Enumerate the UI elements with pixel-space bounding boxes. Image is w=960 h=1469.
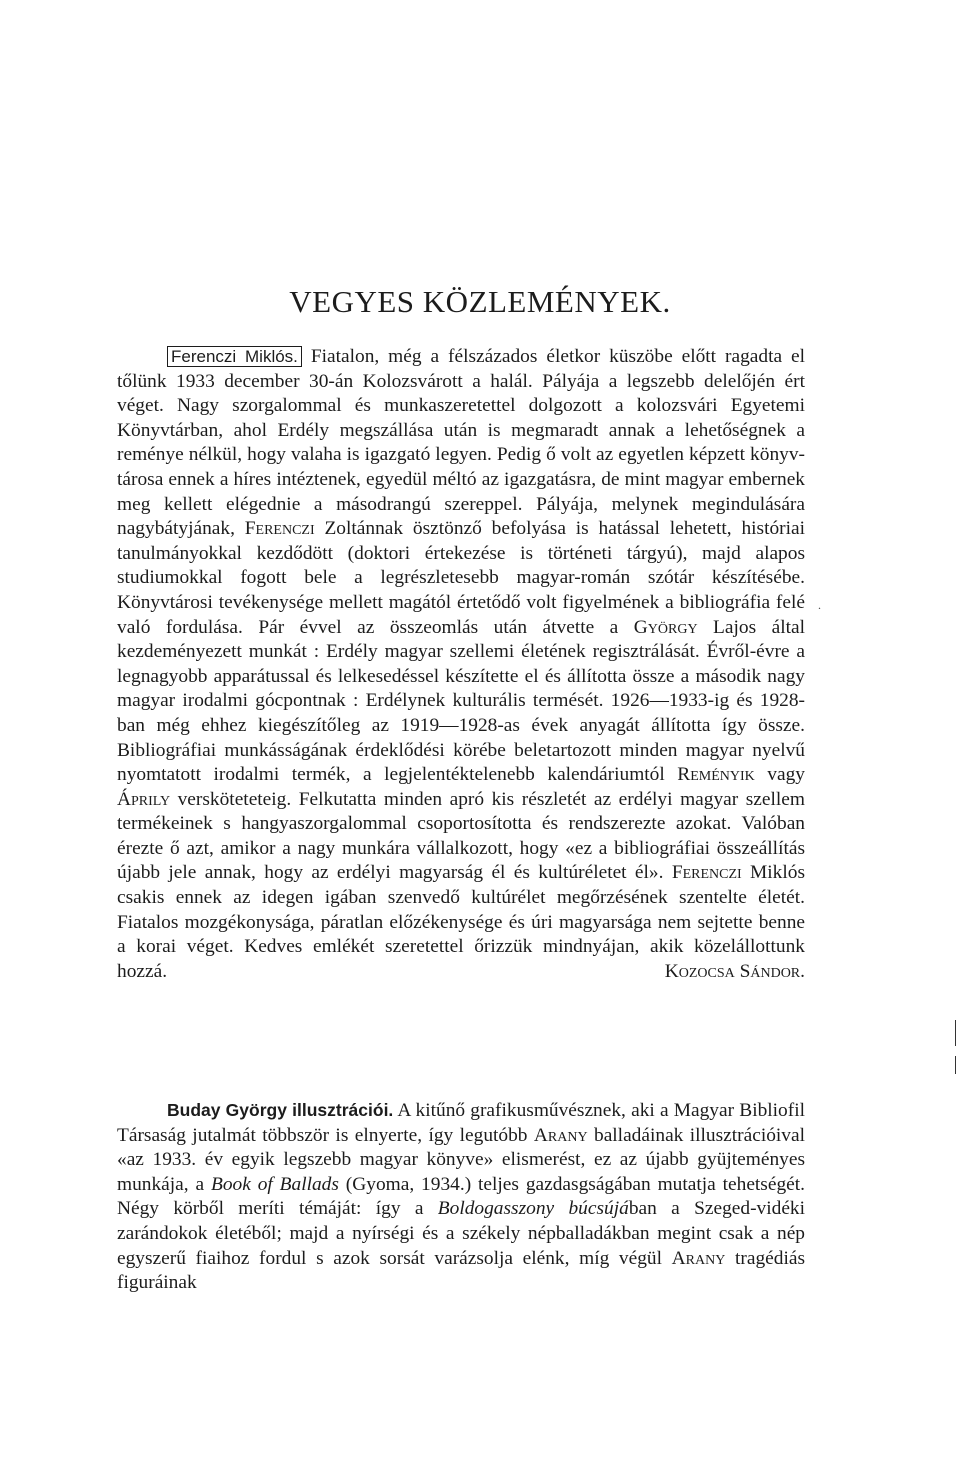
text-run: ban a Szeged-vidéki zarándokok életéből; majd a nyírségi és a székely népballadákban megint csak a nép egyszerű fiaihoz fordul s azok sorsát varázsolja elénk, míg végül [117,1198,806,1269]
text-run: (Gyoma, 1934.) teljes gazdasgságában mutatja tehetségét. Négy körből meríti témáját: így a [117,1173,806,1220]
small-caps-name: Reményik [677,764,755,786]
article-name-box: Ferenczi Miklós. [167,346,302,367]
small-caps-name: Arany [533,1124,588,1146]
small-caps-name: György [633,616,698,638]
article-heading: Buday György illusztrációi. [167,1100,394,1120]
text-run: Lajos által kezdeményezett munkát : Erdély magyar szellemi életének regisztrálását. Évről-évre a legnagyobb apparátussal és lelkesedéssel készítette el és állította össze a második nagy magyar irodalmi gócpontnak : Erdélynek kulturális termését. 1926—1933-ig és 1928-ban még ehhez kiegészítőleg az 1919—1928-as évek anyagát állította így össze. Bibliográfiai munkásságának érdeklődési körébe beletartozott minden magyar nyelvű nyomtatott irodalmi termék, a legjelentéktelenebb kalendáriumtól [117,616,806,786]
italic-title: Book of Ballads [210,1173,339,1195]
text-run: balladáinak illusztrációival «az 1933. év egyik legszebb magyar könyve» elismerést, ez az újabb gyüjteményes munkája, a [117,1124,805,1195]
small-caps-name: Arany [671,1247,726,1269]
author-signature: Kozocsa Sándor. [664,960,805,982]
text-run: Fiatalon, még a félszázados életkor küszöbe előtt ragadta el tőlünk 1933 december 30-án Kolozsvárott a halál. Pályája a legszebb delelőjén ért véget. Nagy szorgalommal és munkaszeretettel dolgozott a kolozsvári Egyetemi Könyvtárban, ahol Erdély megszállása után is megmaradt annak a lehetőségnek a reménye nélkül, hogy valaha is igazgató legyen. Pedig ő volt az egyetlen képzett könyvtárosa ennek a híres intéztenek, egyedül méltó az igazgatásra, de mint magyar embernek meg kellett elégednie a másodrangú szereppel. Pályája, melynek megindulására nagybátyjának, [117,346,806,540]
section-title: VEGYES KÖZLEMÉNYEK. [289,284,671,319]
text-run: tragédiás figuráinak [117,1247,805,1294]
small-caps-name: Ferenczi [671,862,742,884]
small-caps-name: Ferenczi [244,518,315,540]
small-caps-name: Áprily [117,788,171,810]
scan-edge-mark [955,1020,956,1046]
text-run: Zoltánnak ösztönző befolyása is hatással lehetett, históriai tanulmányokkal kezdődött (doktori értekezése is történeti tárgyú), majd alapos studiumokkal fogott bele a legrészletesebb magyar-román szótár készítésébe. Könyvtárosi tevékenysége mellett magától értetődő volt figyelmének a bibliográfia felé való fordulása. Pár évvel az összeomlás után átvette a [117,518,805,638]
text-run: Miklós csakis ennek az idegen igában szenvedő kultúrélet megőrzésének szentelte életét. Fiatalos mozgékonysága, páratlan előzékenysége és úri magyarsága nem sejtette benne a korai véget. Kedves emlékét szeretettel őrizzük mindnyájan, akik közelállottunk hozzá. [117,862,805,982]
scan-speck: . [818,598,821,612]
italic-title: Boldogasszony búcsújá [437,1198,629,1220]
text-run: A kitűnő grafikusművésznek, aki a Magyar Bibliofil Társaság jutalmát többször is elnyerte, így legutóbb [117,1100,805,1146]
scan-edge-mark [955,1056,956,1074]
text-run: vagy [754,764,805,786]
article-buday-gyorgy [117,1098,805,1296]
obituary-ferenczi-miklos [117,345,805,984]
text-run: versköteteteig. Felkutatta minden apró kis részletét az erdélyi magyar szellem termékeinek s hangyaszorgalommal csoportosította és rendszerezte azokat. Valóban érezte ő azt, amikor a nagy munkára vállalkozott, hogy «ez a bibliográfiai összeállítás újabb jele annak, hogy az erdélyi magyarság él és kultúréletet él». [117,788,805,884]
